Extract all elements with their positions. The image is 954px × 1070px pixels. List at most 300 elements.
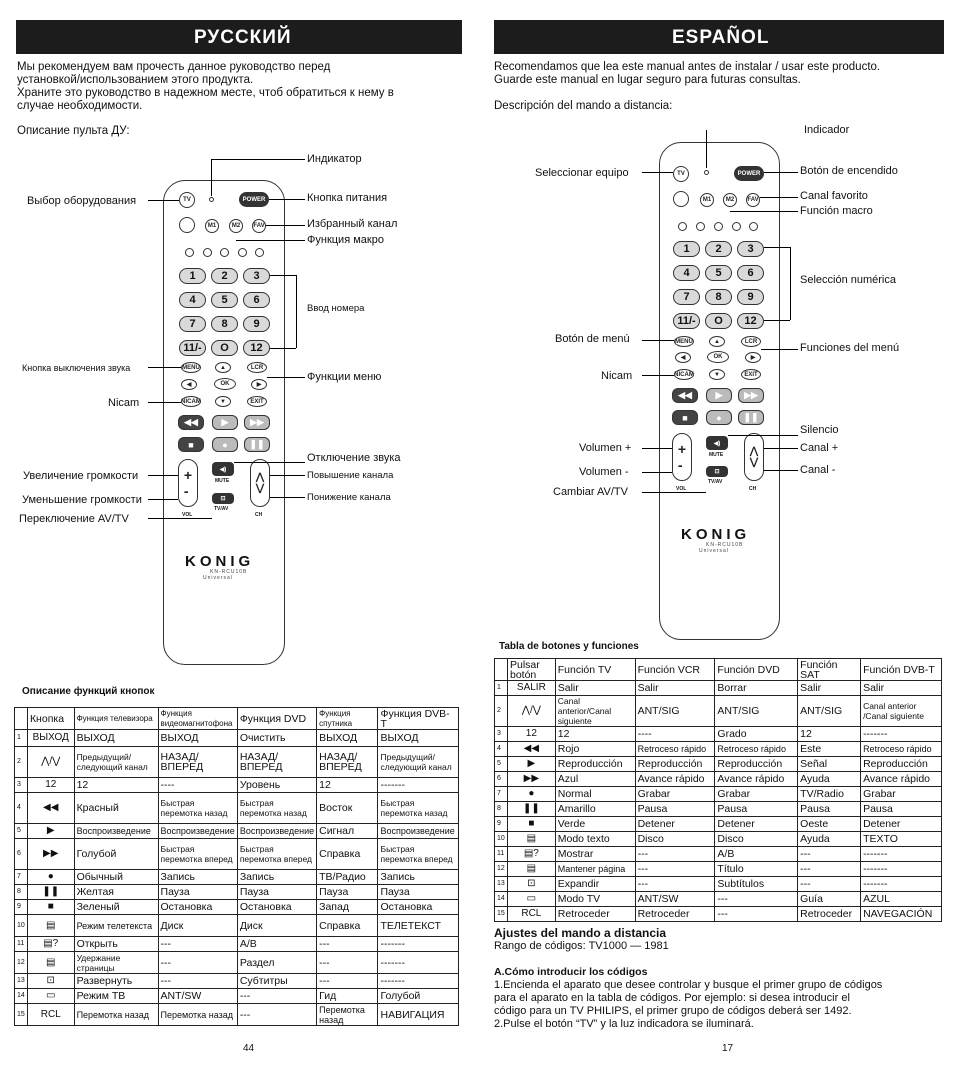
tvav-icon[interactable]: ⊡	[212, 493, 234, 504]
teletext-icon[interactable]	[238, 248, 247, 257]
table-cell: Canal anterior /Canal siguiente	[861, 696, 942, 727]
table-cell: -------	[861, 727, 942, 742]
table-row	[495, 772, 942, 787]
table-cell: Señal	[798, 757, 861, 772]
stop-icon[interactable]: ■	[672, 410, 698, 425]
digit-button[interactable]: 6	[243, 292, 270, 308]
pause-icon[interactable]: ❚❚	[738, 410, 764, 425]
spanish-page	[477, 0, 954, 1070]
nicam-button[interactable]: NICAM	[674, 369, 694, 380]
button-icon: ⋀/⋁	[27, 747, 74, 778]
table-cell: Остановка	[158, 900, 237, 915]
table-cell: Быстрая перемотка вперед	[158, 839, 237, 870]
table-row	[495, 757, 942, 772]
table-cell: ---	[635, 877, 715, 892]
table-cell: 12	[317, 778, 378, 793]
button-icon: ■	[507, 817, 555, 832]
volume-rocker[interactable]: + -	[672, 433, 692, 481]
table-cell: TEXTO	[861, 832, 942, 847]
teletext-icon[interactable]	[185, 248, 194, 257]
row-number: 12	[15, 952, 28, 974]
digit-button[interactable]: 2	[705, 241, 732, 257]
menu-button[interactable]: MENU	[181, 362, 201, 373]
row-number: 15	[15, 1004, 28, 1026]
section-title: ESPAÑOL	[494, 20, 944, 54]
brand-logo: KONIG	[681, 526, 751, 543]
table-cell: Диск	[237, 915, 316, 937]
table-cell: НАЗАД/ ВПЕРЕД	[317, 747, 378, 778]
teletext-icon[interactable]	[714, 222, 723, 231]
table-cell: Guía	[798, 892, 861, 907]
table-cell: Пауза	[158, 885, 237, 900]
callout-numeric: Selección numérica	[800, 274, 896, 286]
callout-indicator: Indicador	[804, 124, 850, 136]
header-cell: Función DVD	[715, 659, 798, 681]
table-cell: Subtítulos	[715, 877, 798, 892]
fav-button[interactable]: FAV	[252, 219, 266, 233]
row-number: 5	[495, 757, 508, 772]
table-cell: ТЕЛЕТЕКСТ	[378, 915, 459, 937]
table-cell: Диск	[158, 915, 237, 937]
left-arrow-icon[interactable]: ◀	[675, 352, 691, 363]
m1-button[interactable]: M1	[205, 219, 219, 233]
callout-vol-down: Уменьшение громкости	[22, 494, 142, 506]
table-cell: Воспроизведение	[74, 824, 158, 839]
m2-button[interactable]: M2	[229, 219, 243, 233]
callout-vol-down: Volumen -	[579, 466, 629, 478]
table-cell: ---	[237, 989, 316, 1004]
table-cell: 12	[74, 778, 158, 793]
teletext-icon[interactable]	[220, 248, 229, 257]
table-cell: ---	[237, 1004, 316, 1026]
table-cell: Avance rápido	[635, 772, 715, 787]
button-icon: ◀◀	[507, 742, 555, 757]
table-cell: Очистить	[237, 730, 316, 747]
table-cell: ANT/SIG	[798, 696, 861, 727]
table-cell: Oeste	[798, 817, 861, 832]
table-cell: Detener	[635, 817, 715, 832]
table-cell: Canal anterior/Canal siguiente	[555, 696, 635, 727]
button-icon: ▤	[507, 832, 555, 847]
table-cell: Пауза	[237, 885, 316, 900]
record-icon[interactable]: ●	[212, 437, 238, 452]
digit-button[interactable]: 5	[211, 292, 238, 308]
digit-button[interactable]: 2	[211, 268, 238, 284]
digit-button[interactable]: 9	[737, 289, 764, 305]
table-cell: Reproducción	[715, 757, 798, 772]
table-cell: Уровень	[237, 778, 316, 793]
universal-label: Universal	[203, 575, 233, 581]
step-1: 1.Encienda el aparato que desee controlar y busque el primer grupo de códigos para el aparato en la tabla de códigos. Por ejemplo: si desea introducir el código para un TV PHILIPS, el primer grupo de códigos deberá ser 1492.	[494, 979, 883, 1017]
table-row	[495, 892, 942, 907]
header-cell: Función VCR	[635, 659, 715, 681]
table-cell: Запись	[237, 870, 316, 885]
table-cell: ---	[635, 847, 715, 862]
callout-mute-off: Кнопка выключения звука	[22, 363, 131, 373]
exit-button[interactable]: EXIT	[247, 396, 267, 407]
table-cell: Pausa	[715, 802, 798, 817]
brand-logo: KONIG	[185, 553, 255, 570]
table-cell: Остановка	[237, 900, 316, 915]
mute-icon[interactable]: ◀)	[212, 462, 234, 476]
table-row	[495, 787, 942, 802]
table-cell: Сигнал	[317, 824, 378, 839]
table-cell: Reproducción	[861, 757, 942, 772]
table-cell: -------	[378, 974, 459, 989]
callout-ch-down: Canal -	[800, 464, 836, 476]
table-cell: Salir	[861, 681, 942, 696]
row-number: 4	[495, 742, 508, 757]
table-cell: Pausa	[635, 802, 715, 817]
table-row	[495, 847, 942, 862]
table-cell: Título	[715, 862, 798, 877]
table-cell: Воспроизведение	[158, 824, 237, 839]
teletext-icon[interactable]	[749, 222, 758, 231]
table-cell: Быстрая перемотка назад	[378, 793, 459, 824]
teletext-icon[interactable]	[678, 222, 687, 231]
callout-favorite: Canal favorito	[800, 190, 868, 202]
ok-button[interactable]: OK	[214, 378, 236, 390]
up-arrow-icon[interactable]: ▲	[215, 362, 231, 373]
table-cell: ---	[317, 952, 378, 974]
header-cell: Función SAT	[798, 659, 861, 681]
button-icon: ▤?	[507, 847, 555, 862]
table-cell: ---	[158, 974, 237, 989]
tvav-label: TV/AV	[708, 479, 723, 485]
howto-title: A.Cómo introducir los códigos	[494, 966, 648, 978]
digit-button[interactable]: 1	[673, 241, 700, 257]
table-cell: Rojo	[555, 742, 635, 757]
digit-button[interactable]: 9	[243, 316, 270, 332]
ch-label: CH	[749, 486, 757, 492]
row-number: 3	[15, 778, 28, 793]
table-cell: Остановка	[378, 900, 459, 915]
table-cell: Retroceder	[555, 907, 635, 922]
row-number: 4	[15, 793, 28, 824]
rewind-icon[interactable]: ◀◀	[672, 388, 698, 403]
table-cell: Голубой	[378, 989, 459, 1004]
tvav-label: TV/AV	[214, 506, 229, 512]
table-row	[15, 900, 459, 915]
table-cell: Este	[798, 742, 861, 757]
table-cell: Expandir	[555, 877, 635, 892]
table-cell: Salir	[555, 681, 635, 696]
table-cell: Быстрая перемотка вперед	[237, 839, 316, 870]
mute-label: MUTE	[215, 478, 230, 484]
table-row	[15, 989, 459, 1004]
table-cell: Гид	[317, 989, 378, 1004]
down-arrow-icon[interactable]: ▼	[709, 369, 725, 380]
table-row	[495, 742, 942, 757]
table-cell: Запад	[317, 900, 378, 915]
down-arrow-icon[interactable]: ▼	[215, 396, 231, 407]
row-number: 1	[15, 730, 28, 747]
digit-button[interactable]: O	[211, 340, 238, 356]
button-icon: ▭	[27, 989, 74, 1004]
right-arrow-icon[interactable]: ▶	[251, 379, 267, 390]
table-cell: ---	[715, 907, 798, 922]
row-number: 10	[495, 832, 508, 847]
table-row	[15, 839, 459, 870]
step-2: 2.Pulse el botón “TV” y la luz indicadora se iluminará.	[494, 1018, 754, 1030]
callout-vol-up: Увеличение громкости	[23, 470, 139, 482]
ok-button[interactable]: OK	[707, 351, 729, 363]
table-row	[15, 937, 459, 952]
menu-button[interactable]: MENU	[674, 336, 694, 347]
channel-rocker[interactable]: ⋀ ⋁	[250, 459, 270, 507]
row-number: 13	[495, 877, 508, 892]
digit-button[interactable]: 4	[179, 292, 206, 308]
header-cell	[15, 708, 28, 730]
stop-icon[interactable]: ■	[178, 437, 204, 452]
button-icon: ●	[27, 870, 74, 885]
left-arrow-icon[interactable]: ◀	[181, 379, 197, 390]
callout-power: Botón de encendido	[800, 165, 898, 177]
button-icon: SALIR	[507, 681, 555, 696]
page-number: 17	[722, 1043, 734, 1054]
table-cell: ---	[635, 862, 715, 877]
pause-icon[interactable]: ❚❚	[244, 437, 270, 452]
button-icon: ●	[507, 787, 555, 802]
callout-nicam: Nicam	[108, 397, 140, 409]
table-cell: Salir	[635, 681, 715, 696]
table-cell: Retroceder	[798, 907, 861, 922]
table-cell: НАЗАД/ ВПЕРЕД	[237, 747, 316, 778]
row-number: 7	[495, 787, 508, 802]
fav-button[interactable]: FAV	[746, 193, 760, 207]
header-cell: Función DVB-T	[861, 659, 942, 681]
button-icon: ▶▶	[27, 839, 74, 870]
row-number: 7	[15, 870, 28, 885]
fast-forward-icon[interactable]: ▶▶	[244, 415, 270, 430]
table-cell: -------	[861, 877, 942, 892]
mute-icon[interactable]: ◀)	[706, 436, 728, 450]
vol-label: VOL	[676, 486, 687, 492]
tvav-icon[interactable]: ⊡	[706, 466, 728, 477]
header-cell: Функция DVD	[237, 708, 316, 730]
row-number: 1	[495, 681, 508, 696]
table-cell: Avance rápido	[715, 772, 798, 787]
indicator-light	[209, 197, 214, 202]
table-cell: НАВИГАЦИЯ	[378, 1004, 459, 1026]
digit-button[interactable]: 5	[705, 265, 732, 281]
button-icon: ❚❚	[27, 885, 74, 900]
row-number: 3	[495, 727, 508, 742]
table-cell: Grabar	[715, 787, 798, 802]
callout-ch-down: Понижение канала	[307, 492, 391, 503]
play-icon[interactable]: ▶	[212, 415, 238, 430]
callout-equipment-select: Seleccionar equipo	[535, 167, 629, 179]
table-cell: ANT/SW	[158, 989, 237, 1004]
header-cell: Функция DVB-T	[378, 708, 459, 730]
channel-rocker[interactable]: ⋀ ⋁	[744, 433, 764, 481]
right-arrow-icon[interactable]: ▶	[745, 352, 761, 363]
button-icon: ▭	[507, 892, 555, 907]
button-icon: ▤	[507, 862, 555, 877]
intro-text: Мы рекомендуем вам прочесть данное руководство перед установкой/использованием этого продукта. Храните это руководство в надежном месте, чтоб обратиться к нему в случае необходимости.	[17, 61, 394, 112]
power-button[interactable]: POWER	[734, 166, 764, 181]
table-cell: AZUL	[861, 892, 942, 907]
button-icon: RCL	[507, 907, 555, 922]
table-cell: Avance rápido	[861, 772, 942, 787]
button-icon: ■	[27, 900, 74, 915]
blank-button[interactable]	[673, 191, 689, 207]
table-cell: Обычный	[74, 870, 158, 885]
table-cell: Grabar	[635, 787, 715, 802]
table-cell: ВЫХОД	[317, 730, 378, 747]
table-cell: ---	[158, 952, 237, 974]
table-cell: Восток	[317, 793, 378, 824]
digit-button[interactable]: 6	[737, 265, 764, 281]
digit-button[interactable]: 7	[179, 316, 206, 332]
table-row	[495, 907, 942, 922]
callout-ch-up: Повышение канала	[307, 470, 394, 481]
exit-button[interactable]: EXIT	[741, 369, 761, 380]
header-cell: Функция видеомагнитофона	[158, 708, 237, 730]
table-row	[495, 862, 942, 877]
row-number: 11	[15, 937, 28, 952]
table-cell: ---	[317, 937, 378, 952]
lcr-button[interactable]: LCR	[741, 336, 761, 347]
rewind-icon[interactable]: ◀◀	[178, 415, 204, 430]
universal-label: Universal	[699, 548, 729, 554]
callout-ch-up: Canal +	[800, 442, 839, 454]
callout-macro: Función macro	[800, 205, 873, 217]
m1-button[interactable]: M1	[700, 193, 714, 207]
digit-button[interactable]: 4	[673, 265, 700, 281]
callout-number-entry: Ввод номера	[307, 303, 365, 314]
table-cell: Запись	[378, 870, 459, 885]
table-cell: Запись	[158, 870, 237, 885]
table-cell: ---	[798, 877, 861, 892]
m2-button[interactable]: M2	[723, 193, 737, 207]
section-title: РУССКИЙ	[16, 20, 462, 54]
blank-button[interactable]	[179, 217, 195, 233]
table-row	[495, 681, 942, 696]
table-cell: Borrar	[715, 681, 798, 696]
row-number: 11	[495, 847, 508, 862]
record-icon[interactable]: ●	[706, 410, 732, 425]
teletext-icon[interactable]	[203, 248, 212, 257]
table-cell: Grado	[715, 727, 798, 742]
table-cell: Удержание страницы	[74, 952, 158, 974]
table-row	[15, 778, 459, 793]
lcr-button[interactable]: LCR	[247, 362, 267, 373]
table-cell: Grabar	[861, 787, 942, 802]
nicam-button[interactable]: NICAM	[181, 396, 201, 407]
header-cell: Функция телевизора	[74, 708, 158, 730]
table-row	[15, 1004, 459, 1026]
table-cell: Быстрая перемотка назад	[237, 793, 316, 824]
row-number: 15	[495, 907, 508, 922]
table-cell: Справка	[317, 839, 378, 870]
table-cell: Красный	[74, 793, 158, 824]
power-button[interactable]: POWER	[239, 192, 269, 207]
digit-button[interactable]: 3	[737, 241, 764, 257]
digit-button[interactable]: 11/-	[179, 340, 206, 356]
button-icon: ⊡	[507, 877, 555, 892]
table-cell: Справка	[317, 915, 378, 937]
remote-description-label: Descripción del mando a distancia:	[494, 100, 673, 112]
digit-button[interactable]: 8	[211, 316, 238, 332]
volume-rocker[interactable]: + -	[178, 459, 198, 507]
table-cell: 12	[555, 727, 635, 742]
table-cell: Режим ТВ	[74, 989, 158, 1004]
tv-button[interactable]: TV	[179, 192, 195, 208]
teletext-icon[interactable]	[696, 222, 705, 231]
table-row	[495, 877, 942, 892]
play-icon[interactable]: ▶	[706, 388, 732, 403]
table-cell: Быстрая перемотка вперед	[378, 839, 459, 870]
digit-button[interactable]: 8	[705, 289, 732, 305]
teletext-icon[interactable]	[255, 248, 264, 257]
callout-silence: Silencio	[800, 424, 839, 436]
callout-av-tv: Cambiar AV/TV	[553, 486, 628, 498]
callout-macro: Функция макро	[307, 234, 384, 246]
table-row	[15, 952, 459, 974]
model-label: KN-RCU10B	[706, 542, 744, 548]
row-number: 14	[15, 989, 28, 1004]
row-number: 2	[495, 696, 508, 727]
table-cell: Перемотка назад	[317, 1004, 378, 1026]
callout-equipment-select: Выбор оборудования	[27, 195, 137, 207]
tv-button[interactable]: TV	[673, 166, 689, 182]
digit-button[interactable]: 3	[243, 268, 270, 284]
table-cell: Retroceso rápido	[715, 742, 798, 757]
table-row	[15, 885, 459, 900]
digit-button[interactable]: O	[705, 313, 732, 329]
button-icon: ▶	[507, 757, 555, 772]
digit-button[interactable]: 7	[673, 289, 700, 305]
table-header-row	[495, 659, 942, 681]
table-cell: Detener	[715, 817, 798, 832]
table-cell: Pausa	[798, 802, 861, 817]
row-number: 14	[495, 892, 508, 907]
teletext-icon[interactable]	[732, 222, 741, 231]
ch-label: CH	[255, 512, 263, 518]
digit-button[interactable]: 12	[243, 340, 270, 356]
button-icon: 12	[27, 778, 74, 793]
callout-indicator: Индикатор	[307, 153, 362, 165]
table-cell: Голубой	[74, 839, 158, 870]
button-icon: RCL	[27, 1004, 74, 1026]
digit-button[interactable]: 12	[737, 313, 764, 329]
fast-forward-icon[interactable]: ▶▶	[738, 388, 764, 403]
table-cell: Субтитры	[237, 974, 316, 989]
table-cell: Ayuda	[798, 772, 861, 787]
digit-button[interactable]: 1	[179, 268, 206, 284]
header-cell: Pulsar botón	[507, 659, 555, 681]
model-label: KN-RCU10B	[210, 569, 248, 575]
table-cell: -------	[378, 952, 459, 974]
table-cell: ---	[798, 847, 861, 862]
callout-menu-functions: Funciones del menú	[800, 342, 900, 354]
table-cell: Modo TV	[555, 892, 635, 907]
table-cell: Пауза	[378, 885, 459, 900]
row-number: 13	[15, 974, 28, 989]
table-row	[15, 730, 459, 747]
row-number: 6	[495, 772, 508, 787]
row-number: 9	[495, 817, 508, 832]
table-cell: Режим телетекста	[74, 915, 158, 937]
up-arrow-icon[interactable]: ▲	[709, 336, 725, 347]
table-cell: Развернуть	[74, 974, 158, 989]
table-cell: Быстрая перемотка назад	[158, 793, 237, 824]
row-number: 8	[15, 885, 28, 900]
callout-menu-functions: Функции меню	[307, 371, 382, 383]
digit-button[interactable]: 11/-	[673, 313, 700, 329]
indicator-light	[704, 170, 709, 175]
